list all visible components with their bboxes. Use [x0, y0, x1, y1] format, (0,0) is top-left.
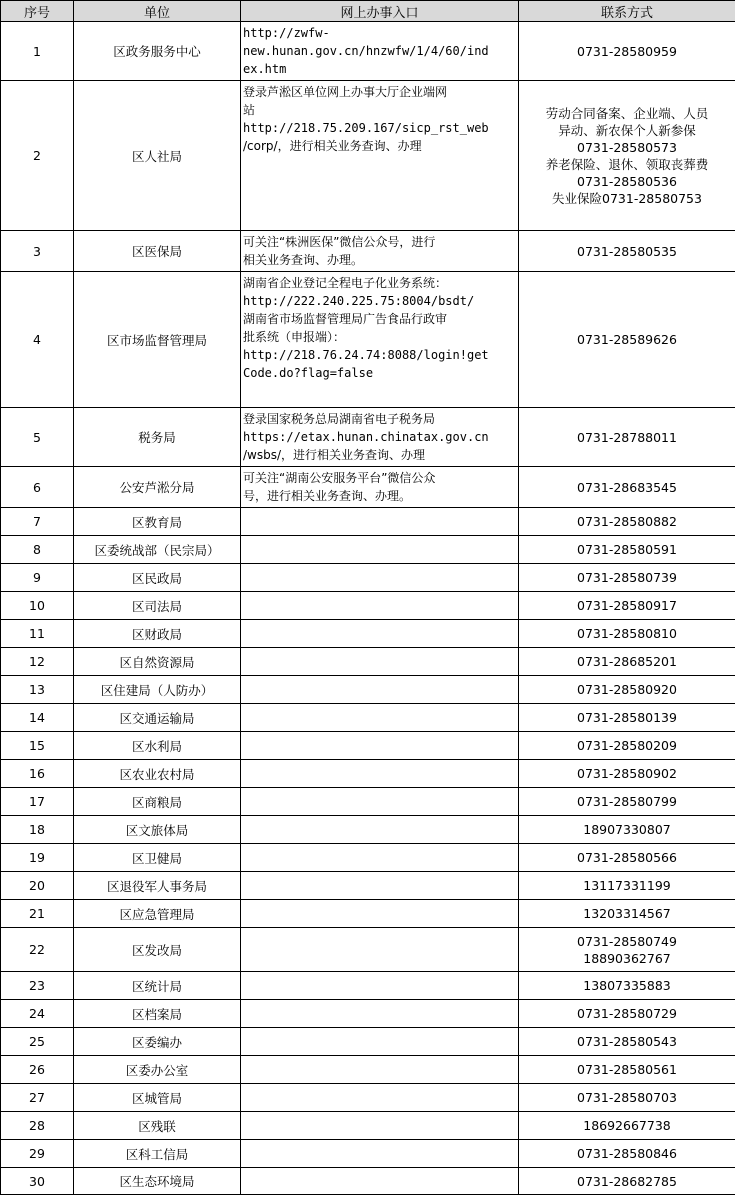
table-row	[1, 732, 735, 760]
online-entry	[241, 508, 519, 536]
online-entry	[241, 1112, 519, 1140]
row-number: 27	[1, 1084, 74, 1112]
table-row	[1, 1056, 735, 1084]
contact-info	[519, 732, 735, 760]
contact-info	[519, 704, 735, 732]
contact-info	[519, 272, 735, 408]
online-entry	[241, 81, 519, 231]
online-entry	[241, 1140, 519, 1168]
contact-line: 0731-28580882	[521, 513, 733, 530]
row-number: 19	[1, 844, 74, 872]
row-number: 1	[1, 22, 74, 81]
table-row	[1, 816, 735, 844]
table-body	[1, 22, 735, 1195]
online-entry	[241, 928, 519, 972]
online-entry-line: new.hunan.gov.cn/hnzwfw/1/4/60/ind	[243, 42, 516, 60]
row-number: 7	[1, 508, 74, 536]
contact-line: 0731-28580729	[521, 1005, 733, 1022]
online-entry	[241, 676, 519, 704]
table-row	[1, 467, 735, 508]
unit-name: 区档案局	[74, 1000, 241, 1028]
contact-info	[519, 1140, 735, 1168]
contact-line: 0731-28580846	[521, 1145, 733, 1162]
contact-info	[519, 1084, 735, 1112]
unit-name: 区科工信局	[74, 1140, 241, 1168]
online-entry-line: /corp/，进行相关业务查询、办理	[243, 137, 516, 155]
contact-line: 0731-28580591	[521, 541, 733, 558]
table-row	[1, 272, 735, 408]
online-entry-line: 批系统（申报端）：	[243, 328, 516, 346]
unit-name: 区统计局	[74, 972, 241, 1000]
online-entry	[241, 536, 519, 564]
contact-info	[519, 1112, 735, 1140]
row-number: 20	[1, 872, 74, 900]
unit-name: 区自然资源局	[74, 648, 241, 676]
table-row	[1, 1000, 735, 1028]
online-entry	[241, 872, 519, 900]
contact-info	[519, 81, 735, 231]
online-entry	[241, 972, 519, 1000]
contact-line: 0731-28580209	[521, 737, 733, 754]
table-row	[1, 508, 735, 536]
contact-line: 18907330807	[521, 821, 733, 838]
contact-info	[519, 872, 735, 900]
contact-line: 13807335883	[521, 977, 733, 994]
online-entry	[241, 788, 519, 816]
online-entry-line: 号，进行相关业务查询、办理。	[243, 487, 516, 505]
contact-line: 0731-28580543	[521, 1033, 733, 1050]
row-number: 13	[1, 676, 74, 704]
online-entry-line: http://zwfw-	[243, 24, 516, 42]
unit-name: 区政务服务中心	[74, 22, 241, 81]
online-entry-line: 相关业务查询、办理。	[243, 251, 516, 269]
unit-name: 区残联	[74, 1112, 241, 1140]
unit-name: 区教育局	[74, 508, 241, 536]
contact-line: 0731-28580959	[521, 43, 733, 60]
online-entry	[241, 408, 519, 467]
contact-info	[519, 1056, 735, 1084]
table-row	[1, 22, 735, 81]
contact-line: 0731-28580799	[521, 793, 733, 810]
row-number: 17	[1, 788, 74, 816]
contact-info	[519, 467, 735, 508]
row-number: 30	[1, 1168, 74, 1195]
row-number: 8	[1, 536, 74, 564]
table-row	[1, 408, 735, 467]
table-row	[1, 900, 735, 928]
contact-line: 13203314567	[521, 905, 733, 922]
contact-line: 13117331199	[521, 877, 733, 894]
online-entry-line: https://etax.hunan.chinatax.gov.cn	[243, 428, 516, 446]
row-number: 6	[1, 467, 74, 508]
contact-info	[519, 760, 735, 788]
unit-name: 区农业农村局	[74, 760, 241, 788]
contact-line: 0731-28580561	[521, 1061, 733, 1078]
contact-info	[519, 592, 735, 620]
table-row	[1, 620, 735, 648]
contact-info	[519, 508, 735, 536]
contact-info	[519, 928, 735, 972]
row-number: 2	[1, 81, 74, 231]
row-number: 26	[1, 1056, 74, 1084]
contact-info	[519, 788, 735, 816]
online-entry	[241, 760, 519, 788]
table-row	[1, 536, 735, 564]
online-entry-line: 登录芦淞区单位网上办事大厅企业端网	[243, 83, 516, 101]
header-no: 序号	[1, 1, 74, 22]
row-number: 10	[1, 592, 74, 620]
online-entry	[241, 1000, 519, 1028]
unit-name: 区民政局	[74, 564, 241, 592]
unit-name: 公安芦淞分局	[74, 467, 241, 508]
unit-name: 区财政局	[74, 620, 241, 648]
unit-name: 区委统战部（民宗局）	[74, 536, 241, 564]
contact-line: 0731-28580920	[521, 681, 733, 698]
contact-line: 0731-28580810	[521, 625, 733, 642]
contact-info	[519, 231, 735, 272]
table-row	[1, 1112, 735, 1140]
table-row	[1, 844, 735, 872]
contact-line: 0731-28580917	[521, 597, 733, 614]
online-entry	[241, 844, 519, 872]
online-entry-line: http://218.75.209.167/sicp_rst_web	[243, 119, 516, 137]
row-number: 4	[1, 272, 74, 408]
contact-info	[519, 648, 735, 676]
online-entry	[241, 1056, 519, 1084]
row-number: 14	[1, 704, 74, 732]
table-row	[1, 788, 735, 816]
row-number: 3	[1, 231, 74, 272]
contact-line: 18692667738	[521, 1117, 733, 1134]
table-row	[1, 760, 735, 788]
contact-line: 18890362767	[521, 950, 733, 967]
contact-info	[519, 844, 735, 872]
contact-line: 0731-28580703	[521, 1089, 733, 1106]
online-entry	[241, 272, 519, 408]
table-row	[1, 1028, 735, 1056]
unit-name: 区应急管理局	[74, 900, 241, 928]
unit-name: 区医保局	[74, 231, 241, 272]
contact-info	[519, 564, 735, 592]
row-number: 5	[1, 408, 74, 467]
unit-name: 区委办公室	[74, 1056, 241, 1084]
table-row	[1, 1084, 735, 1112]
contact-info	[519, 972, 735, 1000]
row-number: 28	[1, 1112, 74, 1140]
unit-name: 区商粮局	[74, 788, 241, 816]
online-entry	[241, 816, 519, 844]
contact-line: 0731-28580739	[521, 569, 733, 586]
online-entry-line: ex.htm	[243, 60, 516, 78]
contact-info	[519, 676, 735, 704]
contact-info	[519, 620, 735, 648]
unit-name: 区水利局	[74, 732, 241, 760]
contact-info	[519, 816, 735, 844]
online-entry	[241, 1084, 519, 1112]
online-entry-line: 湖南省市场监督管理局广告食品行政审	[243, 310, 516, 328]
online-entry-line: 登录国家税务总局湖南省电子税务局	[243, 410, 516, 428]
table-row	[1, 564, 735, 592]
unit-name: 区司法局	[74, 592, 241, 620]
contact-line: 失业保险0731-28580753	[521, 190, 733, 207]
table-row	[1, 231, 735, 272]
contact-line: 0731-28580535	[521, 243, 733, 260]
unit-name: 区市场监督管理局	[74, 272, 241, 408]
contact-info	[519, 1028, 735, 1056]
online-entry	[241, 900, 519, 928]
row-number: 16	[1, 760, 74, 788]
table-row	[1, 872, 735, 900]
header-contact: 联系方式	[519, 1, 735, 22]
contact-info	[519, 1000, 735, 1028]
contact-info	[519, 536, 735, 564]
unit-name: 区委编办	[74, 1028, 241, 1056]
online-entry	[241, 564, 519, 592]
online-entry-line: 可关注“湖南公安服务平台”微信公众	[243, 469, 516, 487]
unit-name: 区住建局（人防办）	[74, 676, 241, 704]
online-entry-line: http://218.76.24.74:8088/login!get	[243, 346, 516, 364]
unit-name: 税务局	[74, 408, 241, 467]
row-number: 29	[1, 1140, 74, 1168]
unit-name: 区发改局	[74, 928, 241, 972]
online-entry-line: http://222.240.225.75:8004/bsdt/	[243, 292, 516, 310]
online-entry-line: 站	[243, 101, 516, 119]
online-entry-line: 湖南省企业登记全程电子化业务系统：	[243, 274, 516, 292]
contact-line: 0731-28580566	[521, 849, 733, 866]
unit-name: 区人社局	[74, 81, 241, 231]
unit-name: 区卫健局	[74, 844, 241, 872]
online-entry-line: 可关注“株洲医保”微信公众号，进行	[243, 233, 516, 251]
contact-line: 0731-28682785	[521, 1173, 733, 1190]
online-entry	[241, 467, 519, 508]
row-number: 11	[1, 620, 74, 648]
table-row	[1, 704, 735, 732]
unit-name: 区退役军人事务局	[74, 872, 241, 900]
unit-name: 区生态环境局	[74, 1168, 241, 1195]
online-entry-line: Code.do?flag=false	[243, 364, 516, 382]
table-row	[1, 1168, 735, 1195]
online-entry	[241, 592, 519, 620]
row-number: 24	[1, 1000, 74, 1028]
online-entry	[241, 648, 519, 676]
online-entry	[241, 732, 519, 760]
row-number: 9	[1, 564, 74, 592]
row-number: 22	[1, 928, 74, 972]
online-entry	[241, 231, 519, 272]
table-row	[1, 928, 735, 972]
contact-info	[519, 408, 735, 467]
row-number: 12	[1, 648, 74, 676]
contact-line: 劳动合同备案、企业端、人员	[521, 105, 733, 122]
row-number: 21	[1, 900, 74, 928]
online-entry-line: /wsbs/，进行相关业务查询、办理	[243, 446, 516, 464]
unit-name: 区交通运输局	[74, 704, 241, 732]
contact-line: 0731-28580749	[521, 933, 733, 950]
table-row	[1, 592, 735, 620]
table-row	[1, 676, 735, 704]
table-row	[1, 81, 735, 231]
table-row	[1, 648, 735, 676]
online-entry	[241, 704, 519, 732]
table-row	[1, 972, 735, 1000]
row-number: 18	[1, 816, 74, 844]
contact-line: 0731-28580536	[521, 173, 733, 190]
contact-line: 养老保险、退休、领取丧葬费	[521, 156, 733, 173]
contact-info	[519, 22, 735, 81]
unit-name: 区城管局	[74, 1084, 241, 1112]
header-entry: 网上办事入口	[241, 1, 519, 22]
header-unit: 单位	[74, 1, 241, 22]
contact-line: 0731-28589626	[521, 331, 733, 348]
contact-line: 0731-28580139	[521, 709, 733, 726]
contact-info	[519, 1168, 735, 1195]
contact-line: 0731-28788011	[521, 429, 733, 446]
online-entry	[241, 22, 519, 81]
online-entry	[241, 620, 519, 648]
table-row	[1, 1140, 735, 1168]
contact-line: 0731-28580573	[521, 139, 733, 156]
row-number: 23	[1, 972, 74, 1000]
contact-line: 0731-28580902	[521, 765, 733, 782]
row-number: 25	[1, 1028, 74, 1056]
header-row	[1, 1, 735, 22]
online-entry	[241, 1028, 519, 1056]
contact-line: 0731-28685201	[521, 653, 733, 670]
online-entry	[241, 1168, 519, 1195]
row-number: 15	[1, 732, 74, 760]
contact-info	[519, 900, 735, 928]
contact-line: 异动、新农保个人新参保	[521, 122, 733, 139]
unit-name: 区文旅体局	[74, 816, 241, 844]
contact-line: 0731-28683545	[521, 479, 733, 496]
